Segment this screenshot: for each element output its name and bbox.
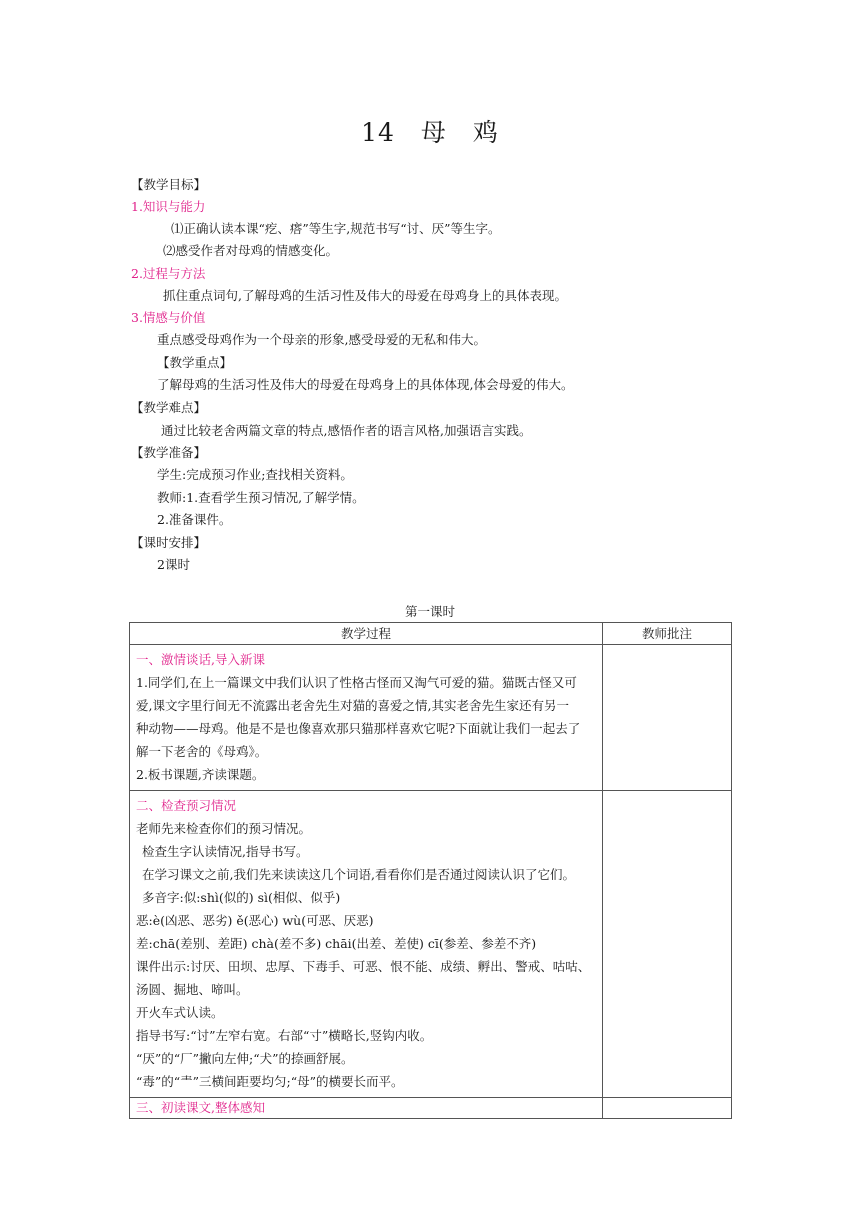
sec1-text: 解一下老舍的《母鸡》。 <box>136 744 268 759</box>
process-cell-3 <box>130 1098 603 1119</box>
objectives-heading: 【教学目标】 <box>131 177 207 192</box>
section2-heading: 2.过程与方法 <box>131 266 206 281</box>
sec2-text: 老师先来检查你们的预习情况。 <box>136 821 312 836</box>
sec2-text: 在学习课文之前,我们先来读读这几个词语,看看你们是否通过阅读认识了它们。 <box>142 867 575 882</box>
section2-text: 抓住重点词句,了解母鸡的生活习性及伟大的母爱在母鸡身上的具体表现。 <box>163 288 567 303</box>
process-cell-1 <box>130 645 603 791</box>
preparation-student: 学生:完成预习作业;查找相关资料。 <box>157 467 353 482</box>
sec2-text: “毒”的“龶”三横间距要均匀;“母”的横要长而平。 <box>136 1074 404 1089</box>
col-header-process: 教学过程 <box>130 623 603 645</box>
table-row <box>130 791 732 1098</box>
schedule-text: 2课时 <box>157 557 190 572</box>
key-points-heading: 【教学重点】 <box>157 355 233 370</box>
sec2-text: 指导书写:“讨”左窄右宽。右部“寸”横略长,竖钩内收。 <box>136 1028 433 1043</box>
sec2-text: “厌”的“厂”撇向左伸;“犬”的捺画舒展。 <box>136 1051 354 1066</box>
section3-text: 重点感受母鸡作为一个母亲的形象,感受母爱的无私和伟大。 <box>157 332 486 347</box>
sec2-text: 差:chā(差别、差距) chà(差不多) chāi(出差、差使) cī(参差、参差不齐) <box>136 936 537 951</box>
section3-heading: 3.情感与价值 <box>131 310 206 325</box>
sec2-text: 课件出示:讨厌、田坝、忠厚、下毒手、可恶、恨不能、成绩、孵出、警戒、咕咕、 <box>136 959 591 974</box>
sec1-text: 爱,课文字里行间无不流露出老舍先生对猫的喜爱之情,其实老舍先生家还有另一 <box>136 698 569 713</box>
notes-cell-1 <box>603 645 732 791</box>
section1-item2: ⑵感受作者对母鸡的情感变化。 <box>163 243 339 258</box>
sec3-heading: 三、初读课文,整体感知 <box>136 1100 265 1115</box>
difficulties-text: 通过比较老舍两篇文章的特点,感悟作者的语言风格,加强语言实践。 <box>161 423 532 438</box>
lesson-plan-table <box>129 622 732 1119</box>
sec2-heading: 二、检查预习情况 <box>136 798 237 813</box>
process-cell-2 <box>130 791 603 1098</box>
schedule-heading: 【课时安排】 <box>131 535 207 550</box>
sec1-text: 1.同学们,在上一篇课文中我们认识了性格古怪而又淘气可爱的猫。猫既古怪又可 <box>136 675 577 690</box>
table-row <box>130 1098 732 1119</box>
sec1-text: 种动物——母鸡。他是不是也像喜欢那只猫那样喜欢它呢?下面就让我们一起去了 <box>136 721 581 736</box>
sec2-text: 汤圆、掘地、啼叫。 <box>136 982 249 997</box>
notes-cell-3 <box>603 1098 732 1119</box>
table-header-row <box>130 623 732 645</box>
preparation-teacher2: 2.准备课件。 <box>157 512 232 527</box>
sec2-text: 开火车式认读。 <box>136 1005 224 1020</box>
table-row <box>130 645 732 791</box>
notes-cell-2 <box>603 791 732 1098</box>
session-title: 第一课时 <box>404 604 455 619</box>
section1-heading: 1.知识与能力 <box>131 199 206 214</box>
section1-item1: ⑴正确认读本课“疙、瘩”等生字,规范书写“讨、厌”等生字。 <box>171 221 501 236</box>
sec1-heading: 一、激情谈话,导入新课 <box>136 652 265 667</box>
key-points-text: 了解母鸡的生活习性及伟大的母爱在母鸡身上的具体体现,体会母爱的伟大。 <box>157 377 574 392</box>
page-title: 14 母 鸡 <box>361 118 499 147</box>
sec2-text: 多音字:似:shì(似的) sì(相似、似乎) <box>142 890 341 905</box>
sec2-text: 恶:è(凶恶、恶劣) ě(恶心) wù(可恶、厌恶) <box>136 913 374 928</box>
difficulties-heading: 【教学难点】 <box>131 400 207 415</box>
sec2-text: 检查生字认读情况,指导书写。 <box>142 844 309 859</box>
col-header-notes: 教师批注 <box>603 623 732 645</box>
preparation-teacher1: 教师:1.查看学生预习情况,了解学情。 <box>157 490 365 505</box>
sec1-text: 2.板书课题,齐读课题。 <box>136 767 265 782</box>
preparation-heading: 【教学准备】 <box>131 445 207 460</box>
